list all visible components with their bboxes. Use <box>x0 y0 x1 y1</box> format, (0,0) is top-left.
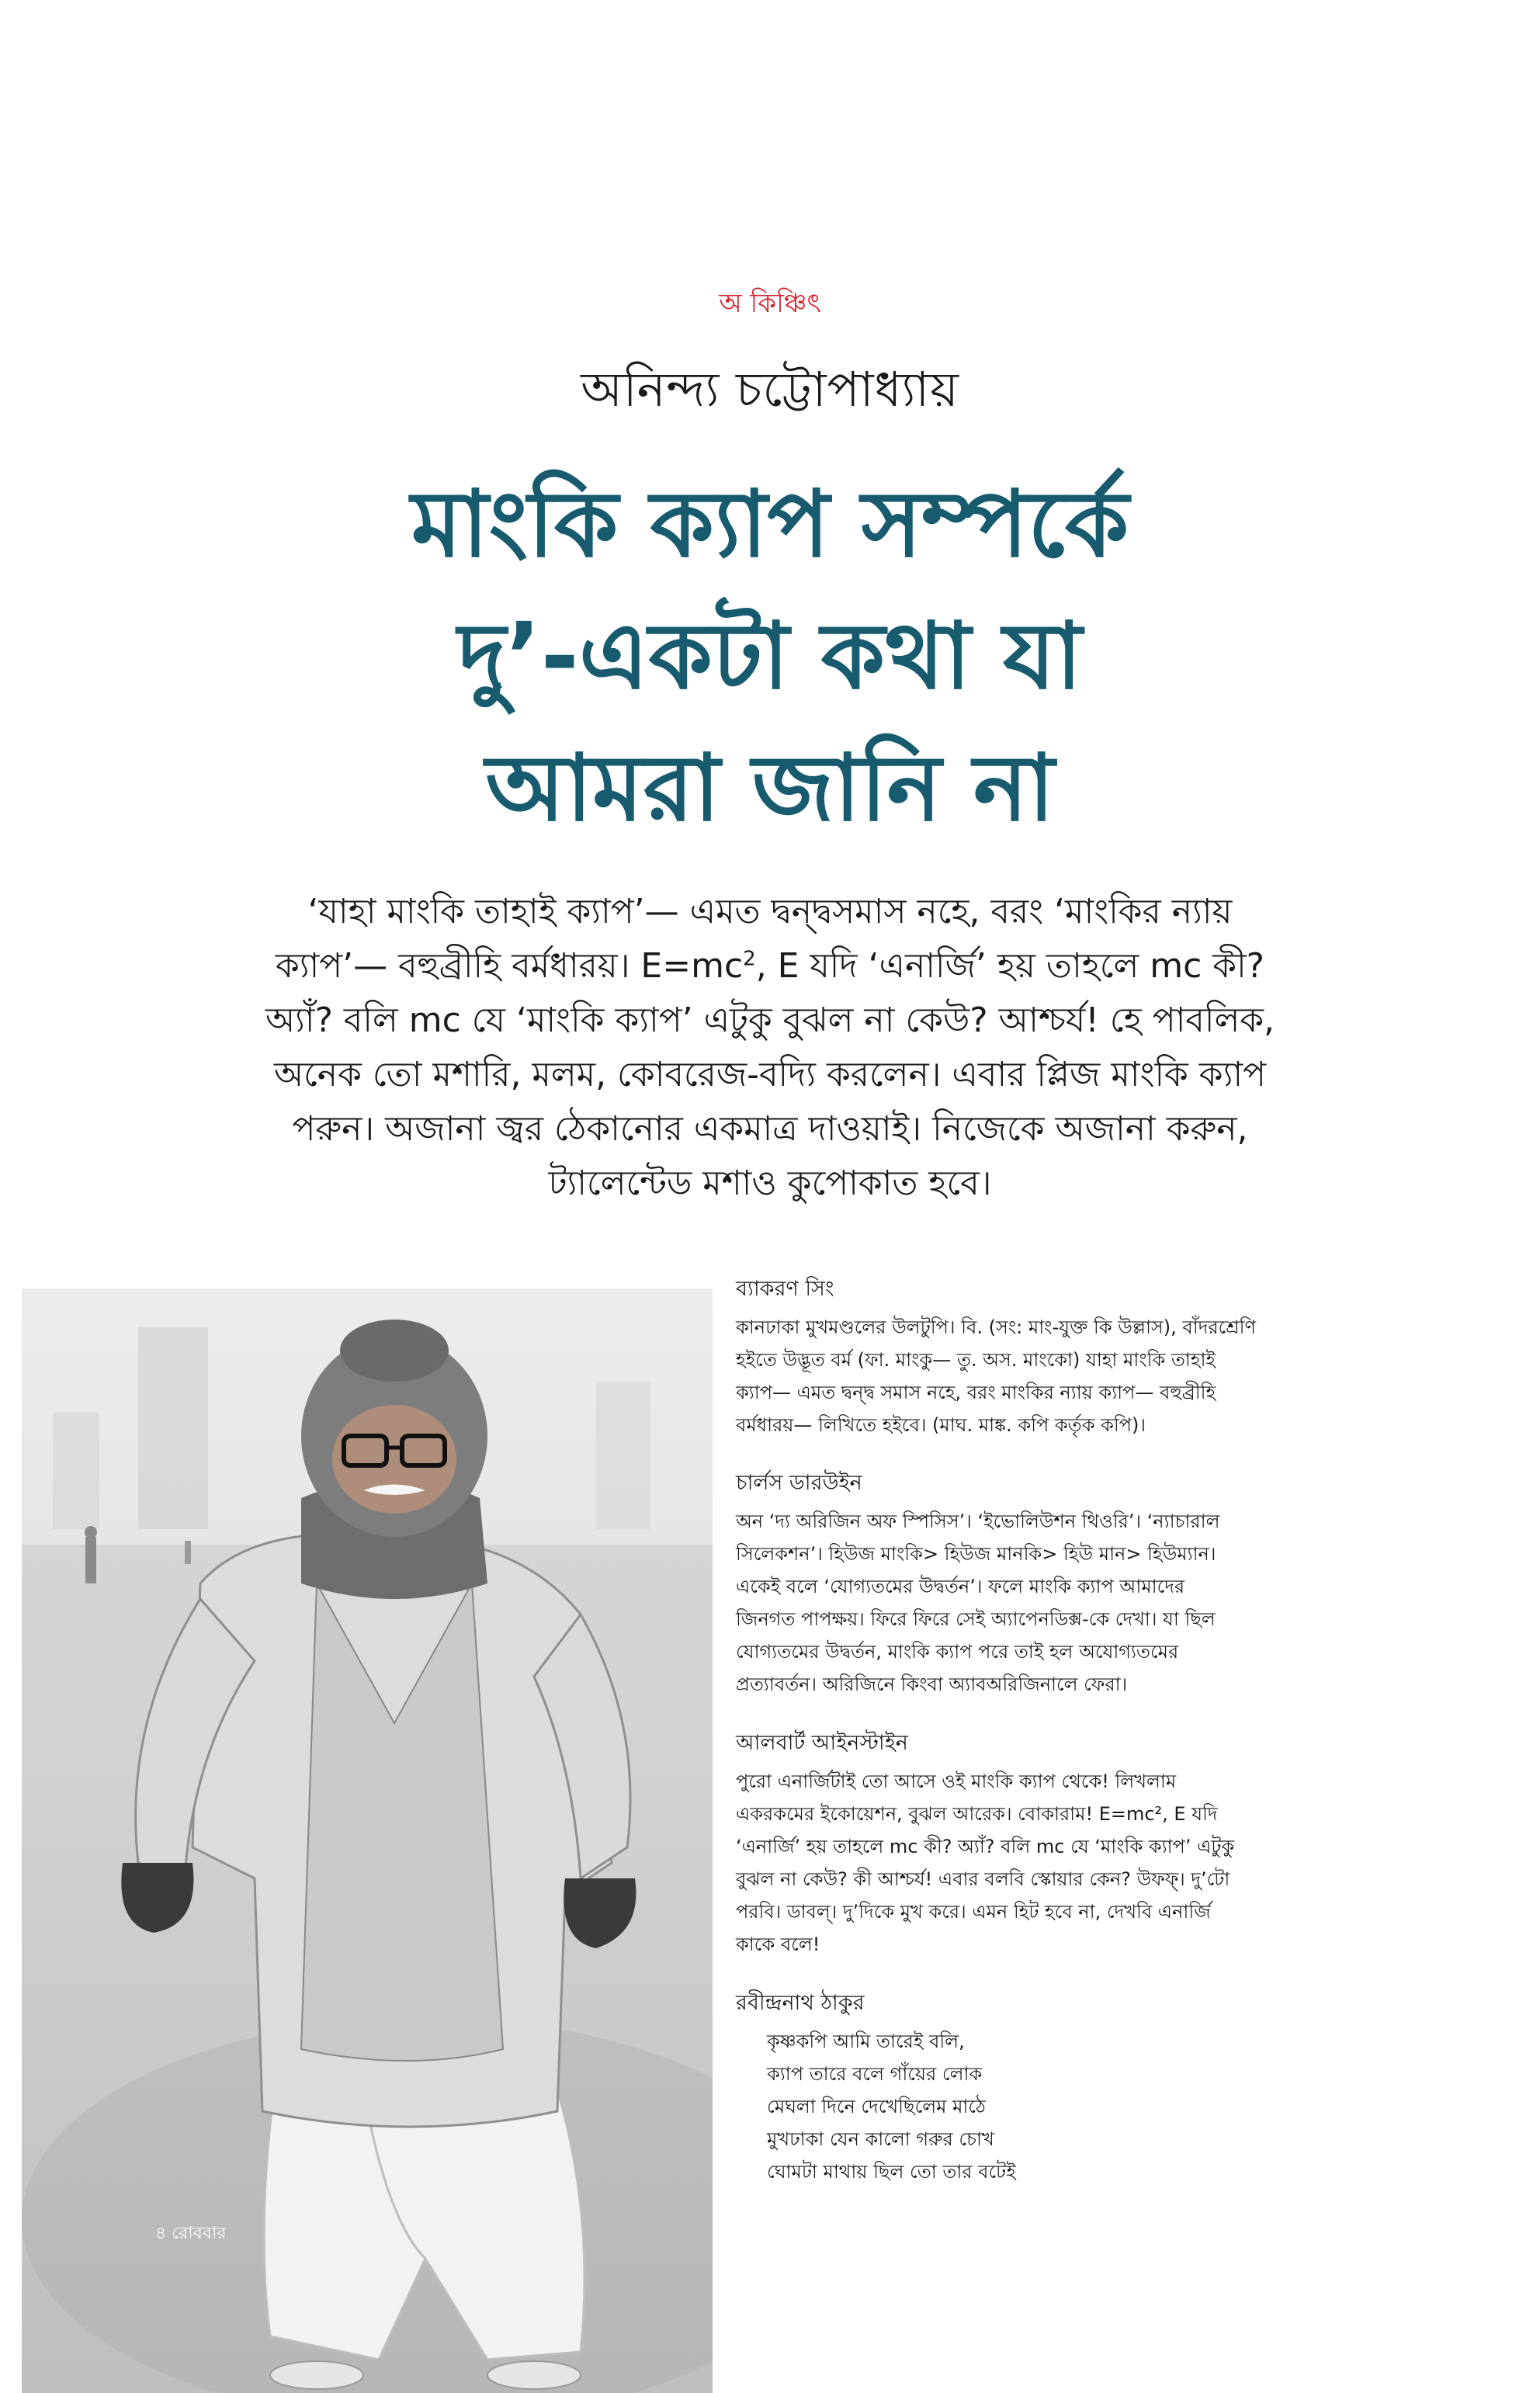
headline-line: দু’-একটা কথা যা <box>457 602 1083 709</box>
intro-text: , E যদি ‘এনার্জি’ হয় তাহলে mc কী? <box>755 946 1265 986</box>
headline <box>155 458 1385 854</box>
headline-line: আমরা জানি না <box>485 734 1055 841</box>
intro-line: ‘যাহা মাংকি তাহাই ক্যাপ’— এমত দ্বন্দ্বসমাস নহে, বরং ‘মাংকির ন্যায় <box>307 892 1233 931</box>
entry-title: রবীন্দ্রনাথ ঠাকুর <box>736 1991 865 2015</box>
entry-darwin <box>736 1467 1403 1701</box>
page-number: ৪ রোববার <box>155 2224 227 2243</box>
photo-man-in-monkey-cap <box>22 1288 713 2393</box>
entry-title: চার্লস ডারউইন <box>736 1471 862 1495</box>
entry-line: যোগ্যতমের উদ্বর্তন, মাংকি ক্যাপ পরে তাই হল অযোগ্যতমের <box>736 1641 1179 1663</box>
entry-title: আলবার্ট আইনস্টাইন <box>736 1731 908 1755</box>
entry-line: ক্যাপ— এমত দ্বন্দ্ব সমাস নহে, বরং মাংকির ন্যায় ক্যাপ— বহুব্রীহি <box>736 1382 1216 1403</box>
poem-line: মুখঢাকা যেন কালো গরুর চোখ <box>767 2128 994 2150</box>
entry-line: বুঝল না কেউ? কী আশ্চর্য! এবার বলবি স্কোয়ার কেন? উফফ্‌। দু’টো <box>736 1868 1230 1890</box>
entry-line: প্রত্যাবর্তন। অরিজিনে কিংবা অ্যাবঅরিজিনালে ফেরা। <box>736 1673 1128 1695</box>
entry-title: ব্যাকরণ সিং <box>736 1277 834 1301</box>
entry-line: জিনগত পাপক্ষয়। ফিরে ফিরে সেই অ্যাপেনডিক্স-কে দেখা। যা ছিল <box>736 1608 1216 1630</box>
author-name: অনিন্দ্য চট্টোপাধ্যায় <box>581 361 959 418</box>
superscript: 2 <box>743 947 756 971</box>
intro-line: অ্যাঁ? বলি mc যে ‘মাংকি ক্যাপ’ এটুকু বুঝল না কেউ? আশ্চর্য! হে পাবলিক, <box>265 1001 1275 1040</box>
intro-line <box>147 939 1393 994</box>
entry-tagore <box>736 1987 1403 2188</box>
photo-illustration <box>22 1288 713 2393</box>
poem-line: ক্যাপ তারে বলে গাঁয়ের লোক <box>767 2063 983 2085</box>
poem-line: ঘোমটা মাথায় ছিল তো তার বটেই <box>767 2161 1016 2183</box>
entry-line: একেই বলে ‘যোগ্যতমের উদ্বর্তন’। ফলে মাংকি ক্যাপ আমাদের <box>736 1576 1185 1597</box>
entry-line: কাকে বলে! <box>736 1933 820 1955</box>
intro-line: ট্যালেন্টেড মশাও কুপোকাত হবে। <box>548 1164 992 1203</box>
entry-grammar <box>736 1273 1403 1441</box>
intro-line: পরুন। অজানা জ্বর ঠেকানোর একমাত্র দাওয়াই। নিজেকে অজানা করুন, <box>292 1109 1248 1149</box>
entry-line: বর্মধারয়— লিখিতে হইবে। (মাঘ. মাঙ্ক. কপি কর্তৃক কপি)। <box>736 1414 1146 1436</box>
intro-text: ক্যাপ’— বহুব্রীহি বর্মধারয়। E=mc <box>275 946 744 986</box>
entry-line: কানঢাকা মুখমণ্ডলের উলটুপি। বি. (সং: মাং-যুক্ত কি উল্লাস), বাঁদরশ্রেণি <box>736 1316 1257 1338</box>
entry-line: পুরো এনার্জিটাই তো আসে ওই মাংকি ক্যাপ থেকে! লিখলাম <box>736 1770 1177 1792</box>
entry-line: পরবি। ডাবল্‌। দু’দিকে মুখ করে। এমন হিট হবে না, দেখবি এনার্জি <box>736 1901 1211 1923</box>
intro-paragraph <box>147 885 1393 1211</box>
poem-line: মেঘলা দিনে দেখেছিলেম মাঠে <box>767 2096 986 2117</box>
entry-line: একরকমের ইকোয়েশন, বুঝল আরেক। বোকারাম! E=mc², E যদি <box>736 1803 1218 1825</box>
entry-line: সিলেকশন’। হিউজ মাংকি> হিউজ মানকি> হিউ মান> হিউম্যান। <box>736 1543 1216 1565</box>
entry-line: হইতে উদ্ভূত বর্ম (ফা. মাংকু— তু. অস. মাংকো) যাহা মাংকি তাহাই <box>736 1349 1216 1371</box>
entry-einstein <box>736 1727 1403 1961</box>
entry-line: অন ‘দ্য অরিজিন অফ স্পিসিস’। ‘ইভোলিউশন থিওরি’। ‘ন্যাচারাল <box>736 1510 1220 1532</box>
headline-line: মাংকি ক্যাপ সম্পর্কে <box>411 470 1129 577</box>
entry-line: ‘এনার্জি’ হয় তাহলে mc কী? অ্যাঁ? বলি mc যে ‘মাংকি ক্যাপ’ এটুকু <box>736 1836 1235 1857</box>
section-kicker: অ কিঞ্চিৎ <box>719 288 821 319</box>
poem-line: কৃষ্ণকপি আমি তারেই বলি, <box>767 2031 965 2052</box>
intro-line: অনেক তো মশারি, মলম, কোবরেজ-বদ্যি করলেন। এবার প্লিজ মাংকি ক্যাপ <box>274 1055 1266 1094</box>
